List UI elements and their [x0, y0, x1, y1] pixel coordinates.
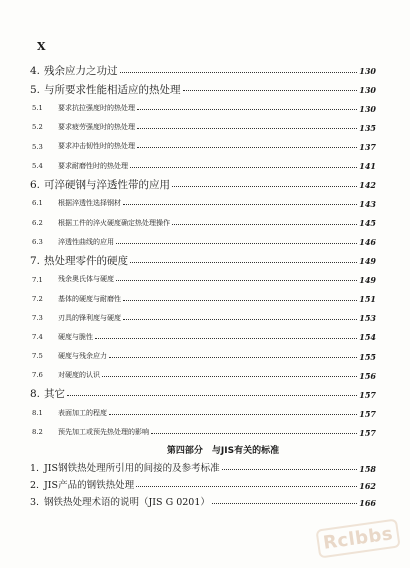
toc-section[interactable]	[30, 309, 376, 328]
toc-entry-number: 8.2	[32, 428, 43, 437]
toc-appendix-entry[interactable]	[30, 460, 376, 477]
toc-appendix-entry[interactable]	[30, 477, 376, 494]
toc-entry-title: 硬度与脆性	[58, 332, 93, 341]
toc-entry-number: 7.4	[32, 333, 43, 342]
dot-leader	[109, 414, 357, 415]
dot-leader	[212, 503, 357, 504]
toc-entry-page: 142	[359, 180, 376, 190]
toc-entry-page: 154	[359, 332, 376, 343]
dot-leader	[137, 128, 357, 129]
toc-entry-title: 要求耐磨性时的热处理	[58, 161, 128, 170]
toc-section[interactable]	[30, 404, 376, 423]
toc-section[interactable]	[30, 213, 376, 232]
toc-entry-title: 根据工件的淬火硬度确定热处理操作	[58, 218, 170, 227]
dot-leader	[130, 262, 357, 263]
toc-entry-page: 153	[359, 313, 376, 324]
dot-leader	[67, 395, 357, 396]
toc-section[interactable]	[30, 347, 376, 366]
toc-entry-number: 8.	[30, 388, 41, 401]
toc-entry-number: 7.2	[32, 294, 43, 303]
toc-entry-page: 135	[359, 122, 376, 133]
dot-leader	[137, 147, 357, 148]
toc-entry-title: 刃具的锋利度与硬度	[58, 313, 121, 322]
toc-entry-title: 淬透性曲线的应用	[58, 237, 114, 246]
toc-entry-number: 7.5	[32, 352, 43, 361]
toc-entry-title: 预先加工或预先热处理的影响	[58, 428, 149, 437]
toc-entry-page: 155	[359, 351, 376, 362]
toc-entry-title: 残余应力之功过	[44, 65, 118, 77]
toc-entry-number: 5.	[30, 83, 41, 96]
toc-section[interactable]	[30, 157, 376, 176]
toc-entry-page: 166	[359, 497, 376, 508]
toc-entry-title: 表面加工的程度	[58, 409, 107, 418]
dot-leader	[137, 109, 357, 110]
toc-section[interactable]	[30, 194, 376, 213]
toc-entry-number: 3.	[30, 497, 40, 509]
toc-entry-page: 145	[359, 218, 376, 229]
toc-entry-number: 7.3	[32, 313, 43, 322]
toc-entry-page: 130	[359, 103, 376, 114]
toc-entry-title: 钢铁热处理术语的说明（JIS G 0201）	[44, 497, 210, 509]
toc-entry-title: 与所要求性能相适应的热处理	[44, 83, 181, 96]
page-number-roman: X	[37, 40, 46, 53]
dot-leader	[120, 72, 358, 73]
toc-entry-number: 6.3	[32, 237, 43, 246]
toc-entry-number: 6.2	[32, 218, 43, 227]
toc-entry-page: 157	[359, 389, 376, 400]
toc-entry-title: 要求抗拉强度时的热处理	[58, 104, 135, 113]
toc-entry-title: JIS产品的钢铁热处理	[44, 480, 135, 492]
dot-leader	[123, 300, 357, 301]
toc-entry-page: 143	[359, 198, 376, 209]
toc-section[interactable]	[30, 118, 376, 137]
toc-entry-number: 5.1	[32, 104, 43, 113]
toc-chapter[interactable]	[30, 176, 376, 195]
toc-entry-page: 151	[359, 294, 376, 305]
toc-section[interactable]	[30, 270, 376, 289]
toc-section[interactable]	[30, 99, 376, 118]
watermark-text: Rclbbs	[315, 518, 400, 558]
toc-entry-page: 146	[359, 237, 376, 248]
toc-section[interactable]	[30, 290, 376, 309]
toc-chapter[interactable]	[30, 385, 376, 404]
toc-entry-title: 要求疲劳强度时的热处理	[58, 123, 135, 132]
dot-leader	[136, 486, 357, 487]
toc-entry-title: 根据淬透性选择钢材	[58, 199, 121, 208]
toc-section[interactable]	[30, 423, 376, 442]
watermark-stamp	[321, 514, 395, 562]
toc-entry-page: 137	[359, 141, 376, 152]
dot-leader	[123, 204, 357, 205]
toc-entry-number: 5.3	[32, 142, 43, 151]
toc-entry-title: 可淬硬钢与淬透性带的应用	[44, 178, 170, 191]
dot-leader	[130, 167, 357, 168]
dot-leader	[183, 90, 358, 91]
toc-entry-page: 130	[359, 84, 376, 95]
toc-chapter[interactable]	[30, 252, 376, 271]
toc-entry-title: 基体的硬度与耐磨性	[58, 294, 121, 303]
toc-entry-number: 5.4	[32, 161, 43, 170]
toc-entry-number: 8.1	[32, 409, 43, 418]
toc-entry-page: 158	[359, 463, 376, 474]
toc-entry-title: 对硬度的认识	[58, 371, 100, 380]
toc-entry-page: 149	[359, 256, 376, 267]
toc-entry-page: 141	[359, 161, 376, 172]
toc-entry-page: 130	[359, 66, 376, 77]
toc-chapter[interactable]	[30, 62, 376, 81]
toc-entry-page: 157	[359, 408, 376, 419]
dot-leader	[116, 280, 357, 281]
toc-entry-number: 7.6	[32, 371, 43, 380]
dot-leader	[172, 224, 357, 225]
toc-entry-title: 其它	[44, 388, 65, 401]
dot-leader	[102, 376, 357, 377]
part-heading: 第四部分 与JIS有关的标准	[166, 446, 280, 457]
toc-entry-page: 162	[359, 480, 376, 491]
toc-entry-title: 硬度与残余应力	[58, 352, 107, 361]
table-of-contents	[30, 62, 376, 511]
toc-appendix-entry[interactable]	[30, 494, 376, 511]
dot-leader	[172, 186, 357, 187]
toc-entry-number: 6.	[30, 178, 41, 191]
toc-entry-page: 149	[359, 274, 376, 285]
dot-leader	[95, 338, 357, 339]
toc-entry-number: 5.2	[32, 123, 43, 132]
toc-section[interactable]	[30, 233, 376, 252]
toc-section[interactable]	[30, 328, 376, 347]
toc-entry-number: 1.	[30, 463, 40, 475]
toc-entry-page: 157	[359, 427, 376, 438]
toc-entry-title: 要求冲击韧性时的热处理	[58, 142, 135, 151]
toc-section[interactable]	[30, 137, 376, 156]
toc-entry-title: 热处理零件的硬度	[44, 254, 128, 267]
toc-section[interactable]	[30, 366, 376, 385]
toc-entry-title: JIS钢铁热处理所引用的间接的及参考标准	[44, 463, 220, 475]
toc-entry-number: 6.1	[32, 199, 43, 208]
toc-entry-number: 7.1	[32, 275, 43, 284]
dot-leader	[123, 319, 357, 320]
dot-leader	[222, 469, 358, 470]
dot-leader	[151, 433, 357, 434]
toc-entry-page: 156	[359, 370, 376, 381]
dot-leader	[116, 243, 357, 244]
toc-entry-number: 2.	[30, 480, 40, 492]
dot-leader	[109, 357, 357, 358]
toc-entry-number: 4.	[30, 65, 41, 77]
toc-entry-title: 残余奥氏体与硬度	[58, 275, 114, 284]
toc-chapter[interactable]	[30, 81, 376, 100]
toc-entry-number: 7.	[30, 254, 41, 267]
